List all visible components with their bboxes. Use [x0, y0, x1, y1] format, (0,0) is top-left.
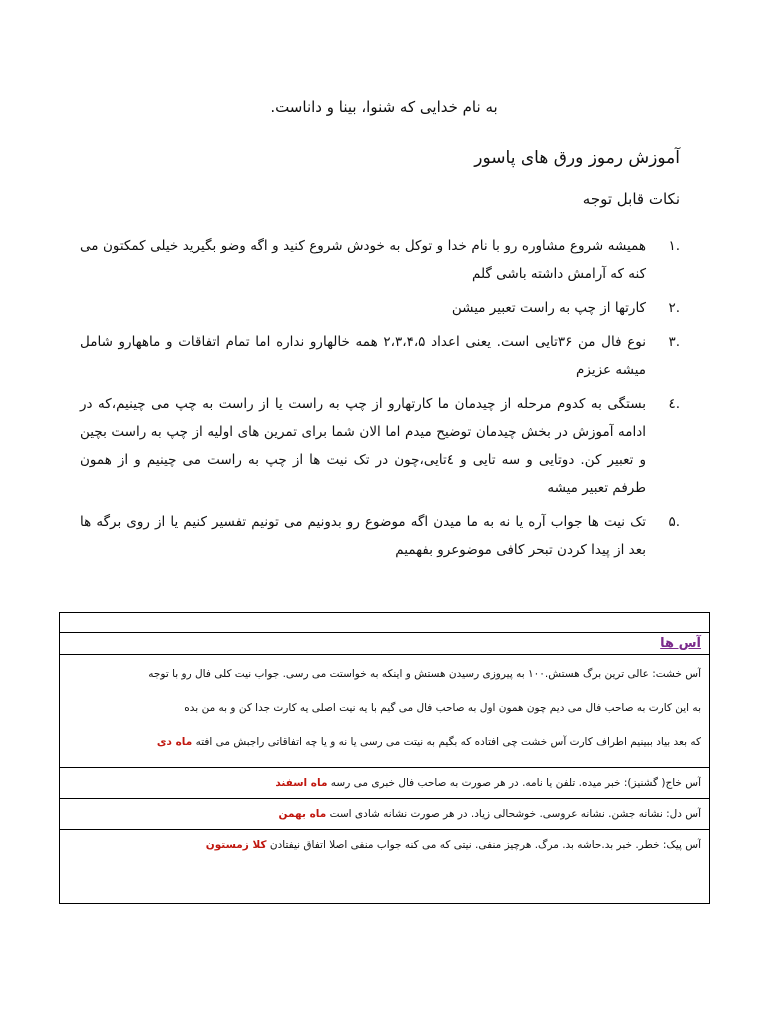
list-number: .۱ — [668, 238, 680, 254]
ace-spades-row — [60, 830, 709, 890]
list-item — [80, 232, 680, 288]
list-number: .۵ — [668, 514, 680, 530]
list-text: نوع فال من ۳۶تایی است. یعنی اعداد ۲،۳،۴،۵ همه خالهارو نداره اما تمام اتفاقات و ماههارو شامل میشه عزیزم — [80, 334, 647, 378]
ace-diamond-line-3: که بعد بیاد ببینیم اطراف کارت آس خشت چی افتاده که بگیم به نیتت می رسی یا نه و یا چه اتفاقاتی راجبش می افته — [195, 736, 701, 748]
list-text: بستگی به کدوم مرحله از چیدمان ما کارتهارو از چپ به راست یا از راست به چپ می چینیم،که در ادامه آموزش در بخش چیدمان توضیح میدم اما الان شما برای تمرین های اولیه از چپ به راست بچین و تعبیر کن. دوتایی و سه تایی و ٤تایی،چون در تک نیت ها از چپ به راست می چینیم و از همون طرفم تعبیر میشه — [80, 396, 646, 496]
ace-clubs-line — [68, 768, 701, 798]
list-item — [80, 390, 680, 502]
ace-diamond-month: ماه دی — [156, 736, 193, 748]
ace-clubs-row — [60, 768, 709, 799]
aces-heading: آس ها — [660, 636, 701, 651]
list-text: همیشه شروع مشاوره رو با نام خدا و توکل به خودش شروع کنید و اگه وضو بگیرید خیلی کمکتون می کنه که آرامش داشته باشی گلم — [80, 238, 646, 282]
list-item — [80, 294, 680, 322]
ace-diamond-line-2: به این کارت به صاحب فال می دیم چون همون اول به صاحب فال می گیم با یه نیت اصلی یه کارت جدا کن و به من بده — [184, 702, 701, 714]
ace-hearts-month: ماه بهمن — [278, 808, 327, 820]
ace-spades-month: کلا زمستون — [205, 839, 267, 851]
ace-hearts-row — [60, 799, 709, 830]
list-item — [80, 508, 680, 564]
table-empty-row — [60, 613, 709, 633]
ace-clubs-text: آس خاج( گشنیز): خبر میده. تلفن یا نامه. در هر صورت به صاحب فال خبری می رسه — [330, 777, 701, 789]
notes-heading: نکات قابل توجه — [582, 190, 680, 208]
list-text: کارتها از چپ به راست تعبیر میشن — [451, 300, 646, 316]
list-number: .٤ — [668, 396, 680, 412]
ace-hearts-text: آس دل: نشانه جشن. نشانه عروسی. خوشحالی زیاد. در هر صورت نشانه شادی است — [329, 808, 701, 820]
ace-spades-line — [68, 830, 701, 860]
ace-diamond-line-3-wrap — [68, 725, 701, 759]
list-text: تک نیت ها جواب آره یا نه به ما میدن اگه موضوع رو بدونیم می تونیم تفسیر کنیم یا از روی برگه ها بعد از پیدا کردن تبحر کافی موضوعرو بفهمیم — [80, 514, 646, 558]
list-number: .۳ — [668, 334, 680, 350]
notes-list — [80, 232, 680, 570]
ace-clubs-month: ماه اسفند — [275, 777, 328, 789]
ace-diamond-line-1: آس خشت: عالی ترین برگ هستش.۱۰۰ به پیروزی رسیدن هستش و اینکه به خواستت می رسی. جواب نیت کلی فال رو با توجه — [148, 668, 701, 680]
ace-hearts-line — [68, 799, 701, 829]
ace-spades-text: آس پیک: خطر. خبر بد.حاشه بد. مرگ. هرچیز منفی. نیتی که می کنه جواب منفی اصلا اتفاق نیفتادن — [269, 839, 701, 851]
aces-table — [59, 612, 710, 904]
bismillah-line: به نام خدایی که شنوا، بینا و داناست. — [270, 98, 498, 116]
list-item — [80, 328, 680, 384]
list-number: .۲ — [668, 300, 680, 316]
ace-diamond-row — [60, 655, 709, 768]
table-heading-row — [60, 633, 709, 655]
document-title: آموزش رموز ورق های پاسور — [474, 148, 680, 168]
